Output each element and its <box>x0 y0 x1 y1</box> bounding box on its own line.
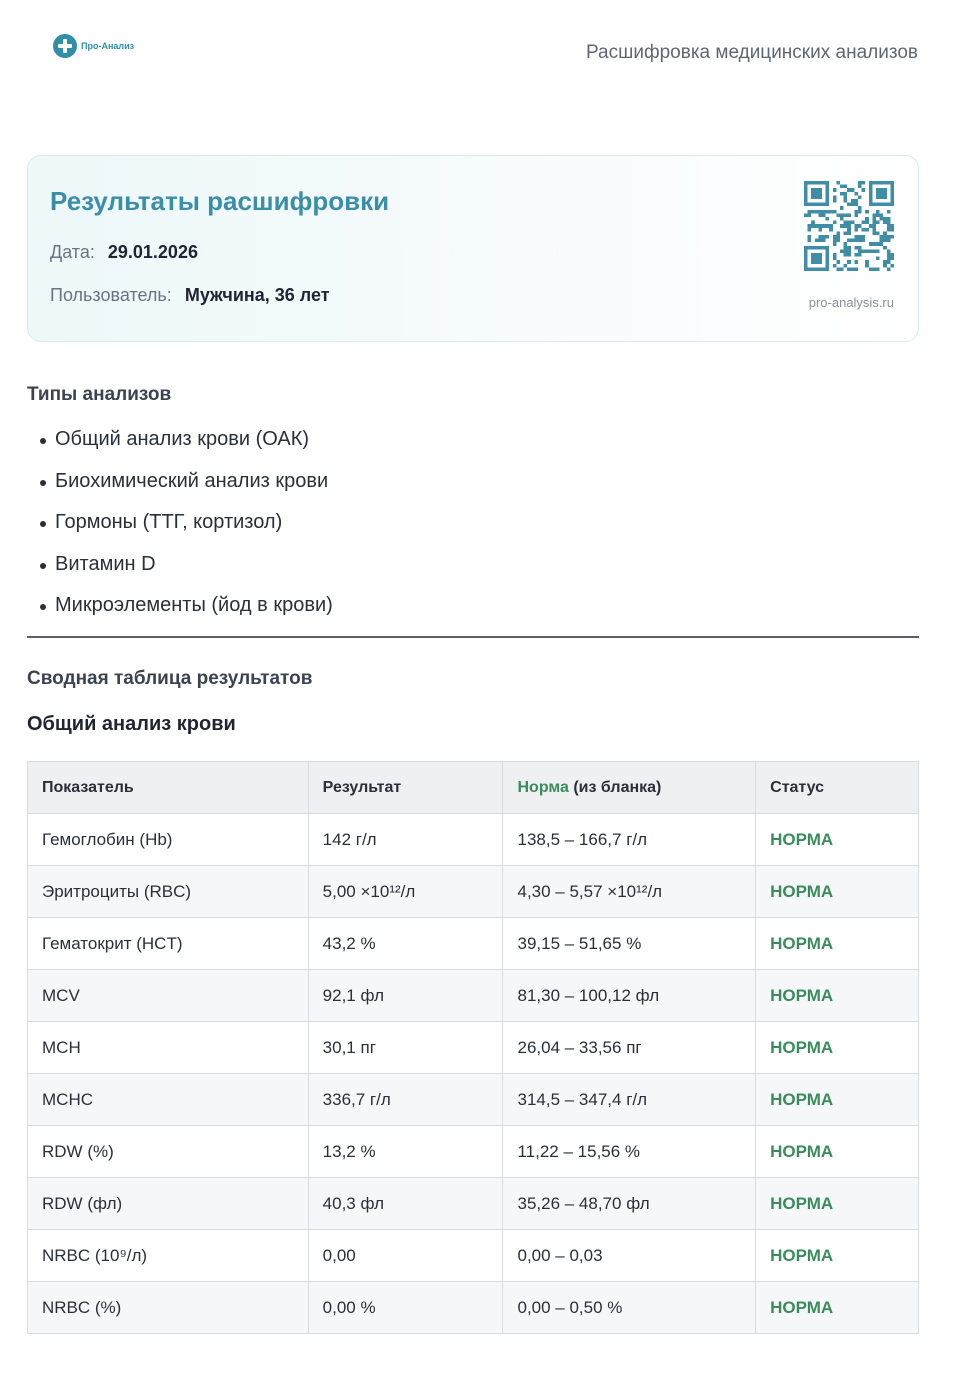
table-row <box>28 1282 919 1334</box>
cell-norm: 11,22 – 15,56 % <box>503 1126 756 1178</box>
cell-status: НОРМА <box>756 1126 919 1178</box>
table-row <box>28 1126 919 1178</box>
list-item <box>40 594 333 636</box>
results-table <box>27 761 919 1334</box>
cell-indicator: NRBC (%) <box>28 1282 309 1334</box>
cell-status: НОРМА <box>756 1074 919 1126</box>
cell-indicator: MCV <box>28 970 309 1022</box>
col-header-indicator: Показатель <box>28 762 309 814</box>
cell-result: 40,3 фл <box>308 1178 503 1230</box>
results-card <box>27 155 919 342</box>
summary-heading: Сводная таблица результатов <box>27 668 313 689</box>
norm-rest: (из бланка) <box>568 778 662 796</box>
cell-status: НОРМА <box>756 866 919 918</box>
cell-result: 142 г/л <box>308 814 503 866</box>
table-row <box>28 1074 919 1126</box>
bullet-icon <box>40 604 46 610</box>
bullet-icon <box>40 563 46 569</box>
cell-result: 5,00 ×10¹²/л <box>308 866 503 918</box>
cell-result: 92,1 фл <box>308 970 503 1022</box>
cell-indicator: Гемоглобин (Hb) <box>28 814 309 866</box>
list-item-label: Микроэлементы (йод в крови) <box>55 594 333 616</box>
cell-norm: 4,30 – 5,57 ×10¹²/л <box>503 866 756 918</box>
col-header-status: Статус <box>756 762 919 814</box>
table-row <box>28 866 919 918</box>
logo-text: Про-Анализ <box>81 41 135 51</box>
cell-indicator: RDW (фл) <box>28 1178 309 1230</box>
medical-cross-icon <box>53 34 77 58</box>
table-row <box>28 918 919 970</box>
divider <box>27 636 919 638</box>
cell-indicator: Гематокрит (HCT) <box>28 918 309 970</box>
list-item-label: Витамин D <box>55 552 156 575</box>
cell-norm: 26,04 – 33,56 пг <box>503 1022 756 1074</box>
cell-status: НОРМА <box>756 918 919 970</box>
cell-indicator: RDW (%) <box>28 1126 309 1178</box>
bullet-icon <box>40 438 46 444</box>
user-row <box>50 285 330 306</box>
date-label: Дата: <box>50 242 95 262</box>
list-item <box>40 470 333 512</box>
table-row <box>28 1178 919 1230</box>
user-label: Пользователь: <box>50 285 172 305</box>
cell-norm: 81,30 – 100,12 фл <box>503 970 756 1022</box>
cell-status: НОРМА <box>756 1178 919 1230</box>
cell-status: НОРМА <box>756 814 919 866</box>
list-item <box>40 428 333 470</box>
cell-status: НОРМА <box>756 970 919 1022</box>
date-row <box>50 242 198 263</box>
qr-code-icon[interactable] <box>804 181 894 271</box>
col-header-result: Результат <box>308 762 503 814</box>
date-value: 29.01.2026 <box>107 242 198 262</box>
table-row <box>28 1022 919 1074</box>
table-row <box>28 814 919 866</box>
list-item-label: Общий анализ крови (ОАК) <box>55 428 310 450</box>
user-value: Мужчина, 36 лет <box>184 285 330 305</box>
cell-norm: 314,5 – 347,4 г/л <box>503 1074 756 1126</box>
col-header-norm <box>503 762 756 814</box>
page-header <box>0 0 966 100</box>
qr-url[interactable]: pro-analysis.ru <box>808 295 894 310</box>
norm-highlight: Норма <box>517 778 569 796</box>
cell-indicator: MCH <box>28 1022 309 1074</box>
cell-norm: 138,5 – 166,7 г/л <box>503 814 756 866</box>
list-item-label: Биохимический анализ крови <box>55 469 329 492</box>
cell-result: 13,2 % <box>308 1126 503 1178</box>
header-title: Расшифровка медицинских анализов <box>586 42 918 63</box>
cell-result: 0,00 <box>308 1230 503 1282</box>
cell-result: 43,2 % <box>308 918 503 970</box>
cell-status: НОРМА <box>756 1230 919 1282</box>
logo[interactable] <box>53 34 134 58</box>
cell-norm: 35,26 – 48,70 фл <box>503 1178 756 1230</box>
list-item <box>40 553 333 595</box>
results-title: Результаты расшифровки <box>50 186 390 216</box>
cell-result: 30,1 пг <box>308 1022 503 1074</box>
cell-indicator: NRBC (10⁹/л) <box>28 1230 309 1282</box>
cell-indicator: MCHC <box>28 1074 309 1126</box>
cell-norm: 39,15 – 51,65 % <box>503 918 756 970</box>
cell-result: 0,00 % <box>308 1282 503 1334</box>
table-row <box>28 970 919 1022</box>
bullet-icon <box>40 480 46 486</box>
table-row <box>28 1230 919 1282</box>
cell-result: 336,7 г/л <box>308 1074 503 1126</box>
cbc-subheading: Общий анализ крови <box>27 713 236 735</box>
cell-norm: 0,00 – 0,50 % <box>503 1282 756 1334</box>
bullet-icon <box>40 521 46 527</box>
types-heading: Типы анализов <box>27 384 172 405</box>
cell-status: НОРМА <box>756 1282 919 1334</box>
table-header-row <box>28 762 919 814</box>
cell-indicator: Эритроциты (RBC) <box>28 866 309 918</box>
cell-status: НОРМА <box>756 1022 919 1074</box>
list-item <box>40 511 333 553</box>
list-item-label: Гормоны (ТТГ, кортизол) <box>55 511 283 533</box>
cell-norm: 0,00 – 0,03 <box>503 1230 756 1282</box>
analysis-types-list <box>40 428 333 636</box>
